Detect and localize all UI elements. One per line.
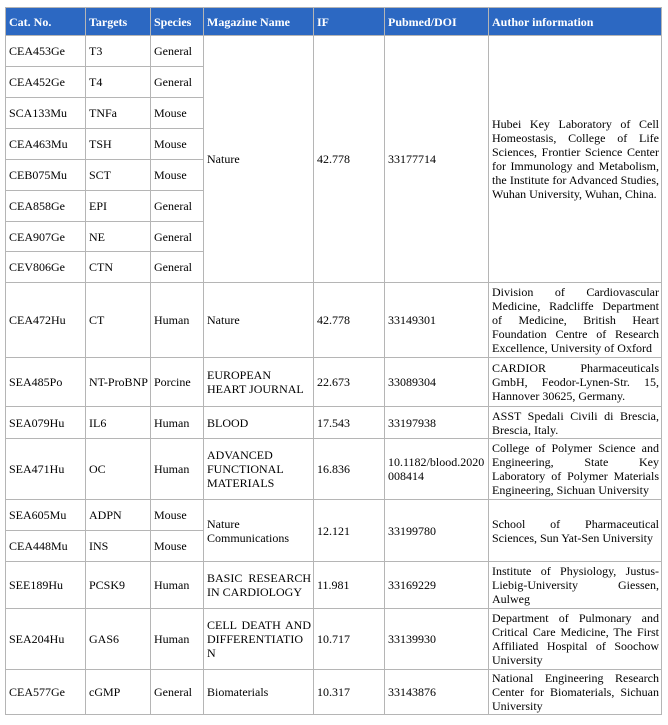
species-cell: Mouse xyxy=(151,129,204,160)
pubmed-cell: 10.1182/blood.2020008414 xyxy=(385,439,489,500)
cat-no-cell: SEA204Hu xyxy=(6,609,86,670)
target-cell: GAS6 xyxy=(86,609,151,670)
if-cell: 12.121 xyxy=(314,500,385,562)
species-cell: Porcine xyxy=(151,358,204,407)
pubmed-cell: 33139930 xyxy=(385,609,489,670)
pubmed-cell: 33143876 xyxy=(385,670,489,715)
species-cell: General xyxy=(151,670,204,715)
table-row xyxy=(6,670,662,715)
table-row xyxy=(6,500,662,531)
if-cell: 42.778 xyxy=(314,283,385,358)
if-cell: 16.836 xyxy=(314,439,385,500)
header-if: IF xyxy=(314,8,385,36)
cat-no-cell: SEA471Hu xyxy=(6,439,86,500)
if-cell: 10.717 xyxy=(314,609,385,670)
species-cell: General xyxy=(151,222,204,252)
target-cell: NE xyxy=(86,222,151,252)
species-cell: Mouse xyxy=(151,160,204,191)
table-row xyxy=(6,36,662,67)
target-cell: TNFa xyxy=(86,98,151,129)
cat-no-cell: CEA472Hu xyxy=(6,283,86,358)
header-author-information: Author information xyxy=(489,8,662,36)
author-cell: Division of Cardiovascular Medicine, Radcliffe Department of Medicine, British Heart Foundation Centre of Research Excellence, University of Oxford xyxy=(489,283,662,358)
table-body xyxy=(6,36,662,715)
cat-no-cell: SEA079Hu xyxy=(6,407,86,439)
header-pubmed-doi: Pubmed/DOI xyxy=(385,8,489,36)
table-row xyxy=(6,439,662,500)
magazine-cell: CELL DEATH AND DIFFERENTIATION xyxy=(204,609,314,670)
author-cell: School of Pharmaceutical Sciences, Sun Yat-Sen University xyxy=(489,500,662,562)
cat-no-cell: CEA858Ge xyxy=(6,191,86,222)
if-cell: 17.543 xyxy=(314,407,385,439)
species-cell: Human xyxy=(151,407,204,439)
author-cell: College of Polymer Science and Engineering, State Key Laboratory of Polymer Materials Engineering, Sichuan University xyxy=(489,439,662,500)
header-cat-no: Cat. No. xyxy=(6,8,86,36)
cat-no-cell: SEA485Po xyxy=(6,358,86,407)
species-cell: Mouse xyxy=(151,531,204,562)
author-cell: CARDIOR Pharmaceuticals GmbH, Feodor-Lynen-Str. 15, Hannover 30625, Germany. xyxy=(489,358,662,407)
magazine-cell: Biomaterials xyxy=(204,670,314,715)
if-cell: 42.778 xyxy=(314,36,385,283)
cat-no-cell: SCA133Mu xyxy=(6,98,86,129)
target-cell: TSH xyxy=(86,129,151,160)
pubmed-cell: 33177714 xyxy=(385,36,489,283)
table-row xyxy=(6,283,662,358)
species-cell: Human xyxy=(151,562,204,609)
species-cell: Mouse xyxy=(151,98,204,129)
species-cell: Human xyxy=(151,609,204,670)
cat-no-cell: CEA577Ge xyxy=(6,670,86,715)
table-row xyxy=(6,562,662,609)
target-cell: CTN xyxy=(86,252,151,283)
magazine-cell: Nature xyxy=(204,283,314,358)
table-header xyxy=(6,8,662,36)
publication-table xyxy=(5,7,662,715)
table-row xyxy=(6,407,662,439)
target-cell: ADPN xyxy=(86,500,151,531)
header-row xyxy=(6,8,662,36)
species-cell: General xyxy=(151,36,204,67)
species-cell: Human xyxy=(151,283,204,358)
table-row xyxy=(6,358,662,407)
magazine-cell: Nature xyxy=(204,36,314,283)
author-cell: Institute of Physiology, Justus-Liebig-University Giessen, Aulweg xyxy=(489,562,662,609)
target-cell: NT-ProBNP xyxy=(86,358,151,407)
cat-no-cell: CEA448Mu xyxy=(6,531,86,562)
pubmed-cell: 33169229 xyxy=(385,562,489,609)
species-cell: General xyxy=(151,252,204,283)
magazine-cell: Nature Communications xyxy=(204,500,314,562)
header-targets: Targets xyxy=(86,8,151,36)
pubmed-cell: 33089304 xyxy=(385,358,489,407)
magazine-cell: BASIC RESEARCH IN CARDIOLOGY xyxy=(204,562,314,609)
target-cell: CT xyxy=(86,283,151,358)
header-magazine-name: Magazine Name xyxy=(204,8,314,36)
cat-no-cell: CEA453Ge xyxy=(6,36,86,67)
magazine-cell: ADVANCED FUNCTIONAL MATERIALS xyxy=(204,439,314,500)
if-cell: 22.673 xyxy=(314,358,385,407)
target-cell: OC xyxy=(86,439,151,500)
target-cell: cGMP xyxy=(86,670,151,715)
author-cell: Department of Pulmonary and Critical Care Medicine, The First Affiliated Hospital of Soochow University xyxy=(489,609,662,670)
pubmed-cell: 33149301 xyxy=(385,283,489,358)
table-row xyxy=(6,609,662,670)
pubmed-cell: 33199780 xyxy=(385,500,489,562)
cat-no-cell: CEA907Ge xyxy=(6,222,86,252)
author-cell: ASST Spedali Civili di Brescia, Brescia, Italy. xyxy=(489,407,662,439)
author-cell: Hubei Key Laboratory of Cell Homeostasis, College of Life Sciences, Frontier Science Center for Immunology and Metabolism, the Institute for Advanced Studies, Wuhan University, Wuhan, China. xyxy=(489,36,662,283)
cat-no-cell: CEA463Mu xyxy=(6,129,86,160)
target-cell: INS xyxy=(86,531,151,562)
target-cell: EPI xyxy=(86,191,151,222)
if-cell: 11.981 xyxy=(314,562,385,609)
species-cell: Human xyxy=(151,439,204,500)
cat-no-cell: CEB075Mu xyxy=(6,160,86,191)
target-cell: IL6 xyxy=(86,407,151,439)
target-cell: T3 xyxy=(86,36,151,67)
cat-no-cell: SEE189Hu xyxy=(6,562,86,609)
magazine-cell: EUROPEAN HEART JOURNAL xyxy=(204,358,314,407)
header-species: Species xyxy=(151,8,204,36)
target-cell: SCT xyxy=(86,160,151,191)
pubmed-cell: 33197938 xyxy=(385,407,489,439)
target-cell: T4 xyxy=(86,67,151,98)
cat-no-cell: SEA605Mu xyxy=(6,500,86,531)
magazine-cell: BLOOD xyxy=(204,407,314,439)
cat-no-cell: CEV806Ge xyxy=(6,252,86,283)
if-cell: 10.317 xyxy=(314,670,385,715)
author-cell: National Engineering Research Center for Biomaterials, Sichuan University xyxy=(489,670,662,715)
target-cell: PCSK9 xyxy=(86,562,151,609)
cat-no-cell: CEA452Ge xyxy=(6,67,86,98)
species-cell: Mouse xyxy=(151,500,204,531)
species-cell: General xyxy=(151,67,204,98)
species-cell: General xyxy=(151,191,204,222)
